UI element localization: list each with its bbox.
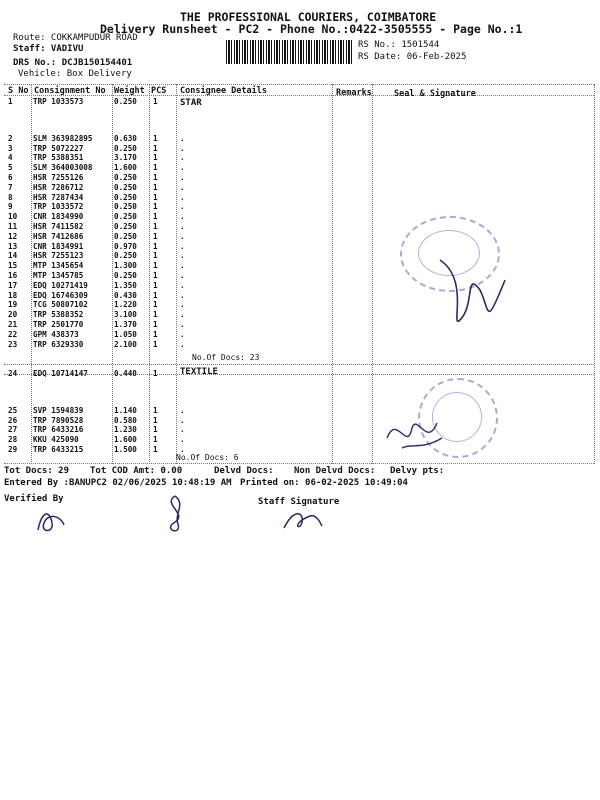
table-cell-sno: 13 (8, 241, 18, 251)
table-cell-wt: 0.250 (114, 202, 137, 212)
table-cell-con: KKU 425090 (33, 435, 79, 445)
total-cod-amount: Tot COD Amt: 0.00 (90, 466, 183, 476)
table-cell-det: . (180, 202, 185, 212)
non-delivered-docs: Non Delvd Docs: (294, 466, 376, 476)
table-cell-wt: 0.250 (114, 182, 137, 192)
table-cell-pcs: 1 (153, 320, 158, 329)
delivered-docs: Delvd Docs: (214, 466, 274, 476)
staff-signature-label: Staff Signature (258, 497, 340, 507)
table-cell-con: HSR 7287434 (33, 192, 84, 202)
table-cell-con: SLM 364003008 (33, 163, 93, 173)
table-cell-sno: 12 (8, 231, 18, 241)
table-cell-det: . (180, 261, 185, 271)
table-cell-sno: 22 (8, 329, 18, 339)
consignee-name: STAR (180, 98, 202, 108)
table-cell-det: . (180, 320, 185, 329)
table-cell-wt: 1.600 (114, 435, 137, 445)
table-cell-wt: 0.250 (114, 212, 137, 222)
table-cell-con: CNR 1834991 (33, 241, 84, 251)
table-cell-wt: 0.430 (114, 290, 137, 300)
table-cell-wt: 0.250 (114, 251, 137, 261)
table-cell-det: . (180, 192, 185, 202)
table-top-border (4, 84, 594, 85)
col-header-seal: Seal & Signature (394, 89, 476, 99)
table-cell-sno: 26 (8, 415, 18, 425)
table-cell-sno: 15 (8, 261, 18, 271)
table-cell-sno: 11 (8, 222, 18, 231)
table-cell-wt: 1.350 (114, 280, 137, 290)
table-cell-det (180, 97, 330, 106)
table-cell-con: TRP 1033573 (33, 97, 84, 106)
table-cell-con: GPM 438373 (33, 329, 79, 339)
group-separator (4, 364, 594, 365)
table-cell-wt: 0.970 (114, 241, 137, 251)
table-cell-det: . (180, 415, 185, 425)
table-cell-pcs: 1 (153, 251, 158, 261)
col-divider (594, 84, 595, 464)
table-cell-pcs: 1 (153, 212, 158, 222)
col-header-pcs: PCS (151, 86, 167, 96)
table-cell-con: HSR 7255123 (33, 251, 84, 261)
table-cell-pcs: 1 (153, 182, 158, 192)
table-cell-con: MTP 1345654 (33, 261, 84, 271)
table-cell-con: TRP 5388351 (33, 153, 84, 163)
table-cell-det: . (180, 310, 185, 320)
verifier-signature (160, 494, 190, 538)
table-cell-wt: 1.220 (114, 300, 137, 310)
table-cell-wt: 1.230 (114, 425, 137, 435)
table-cell-wt: 0.250 (114, 173, 137, 182)
company-name: THE PROFESSIONAL COURIERS, COIMBATORE (180, 10, 437, 24)
table-cell-pcs: 1 (153, 425, 158, 435)
table-cell-sno: 29 (8, 445, 18, 454)
table-cell-sno: 7 (8, 182, 13, 192)
route-label: Route: COKKAMPUDUR ROAD (13, 33, 138, 43)
table-cell-det: . (180, 425, 185, 435)
sheet-title: Delivery Runsheet - PC2 - Phone No.:0422-3505555 - Page No.:1 (100, 22, 523, 36)
table-bottom-border (4, 463, 594, 464)
staff-signature (280, 506, 324, 534)
table-cell-wt: 0.250 (114, 97, 137, 106)
table-cell-con: SVP 1594839 (33, 405, 84, 415)
table-cell-sno: 3 (8, 143, 13, 153)
table-cell-pcs: 1 (153, 153, 158, 163)
consignee-name: TEXTILE (180, 367, 218, 377)
printed-on: Printed on: 06-02-2025 10:49:04 (240, 478, 408, 488)
col-header-consignment: Consignment No (34, 86, 106, 96)
table-cell-wt: 0.630 (114, 133, 137, 143)
table-cell-wt: 0.250 (114, 271, 137, 280)
table-cell-det: . (180, 133, 185, 143)
table-cell-pcs: 1 (153, 445, 158, 454)
table-cell-det: . (180, 173, 185, 182)
table-cell-pcs: 1 (153, 435, 158, 445)
table-cell-sno: 10 (8, 212, 18, 222)
table-cell-det: . (180, 271, 185, 280)
table-cell-sno: 9 (8, 202, 13, 212)
table-cell-con: TRP 6433216 (33, 425, 84, 435)
table-cell-det: . (180, 251, 185, 261)
table-cell-pcs: 1 (153, 271, 158, 280)
table-cell-sno: 5 (8, 163, 13, 173)
table-cell-pcs: 1 (153, 143, 158, 153)
staff-label: Staff: VADIVU (13, 44, 84, 54)
table-cell-pcs: 1 (153, 133, 158, 143)
table-cell-con: TRP 1033572 (33, 202, 84, 212)
table-cell-con: TRP 6329330 (33, 339, 84, 349)
table-cell-wt: 0.250 (114, 192, 137, 202)
table-cell-pcs: 1 (153, 310, 158, 320)
table-cell-pcs: 1 (153, 261, 158, 271)
col-divider (372, 84, 373, 464)
table-cell-det: . (180, 163, 185, 173)
total-docs: Tot Docs: 29 (4, 466, 70, 476)
table-cell-pcs: 1 (153, 173, 158, 182)
table-cell-wt: 1.140 (114, 405, 137, 415)
table-cell-det: . (180, 280, 185, 290)
table-cell-wt: 1.500 (114, 445, 137, 454)
table-cell-sno: 8 (8, 192, 13, 202)
table-cell-det: . (180, 222, 185, 231)
delivery-points: Delvy pts: (390, 466, 445, 476)
table-cell-det: . (180, 405, 185, 415)
table-cell-det: . (180, 182, 185, 192)
table-cell-pcs: 1 (153, 222, 158, 231)
table-cell-sno: 27 (8, 425, 18, 435)
col-header-sno: S No (8, 86, 29, 96)
drs-number: DRS No.: DCJB150154401 (13, 58, 133, 68)
table-cell-con: HSR 7255126 (33, 173, 84, 182)
table-cell-sno: 23 (8, 339, 18, 349)
table-cell-det: . (180, 339, 185, 349)
table-cell-sno: 17 (8, 280, 18, 290)
table-cell-con: EDQ 10714147 (33, 369, 88, 378)
table-cell-con: MTP 1345785 (33, 271, 84, 280)
handwritten-signature (382, 408, 452, 458)
table-cell-con: EDQ 16746309 (33, 290, 88, 300)
table-cell-wt: 3.170 (114, 153, 137, 163)
table-cell-sno: 4 (8, 153, 13, 163)
rs-number: RS No.: 1501544 (358, 40, 440, 50)
table-cell-con: EDQ 10271419 (33, 280, 88, 290)
vehicle-label: Vehicle: Box Delivery (18, 69, 132, 79)
table-cell-sno: 14 (8, 251, 18, 261)
table-cell-con: TRP 2501770 (33, 320, 84, 329)
table-cell-det: . (180, 212, 185, 222)
table-cell-wt: 2.100 (114, 339, 137, 349)
table-cell-wt: 0.440 (114, 369, 137, 378)
table-cell-det: . (180, 329, 185, 339)
table-cell-pcs: 1 (153, 192, 158, 202)
col-divider (176, 84, 177, 464)
group-doc-count: No.Of Docs: 6 (176, 453, 239, 462)
table-cell-wt: 0.250 (114, 231, 137, 241)
table-cell-con: TRP 6433215 (33, 445, 84, 454)
table-cell-pcs: 1 (153, 339, 158, 349)
group-doc-count: No.Of Docs: 23 (192, 353, 260, 362)
verifier-signature (30, 505, 70, 537)
table-cell-pcs: 1 (153, 329, 158, 339)
table-cell-sno: 21 (8, 320, 18, 329)
table-cell-pcs: 1 (153, 163, 158, 173)
table-cell-det: . (180, 231, 185, 241)
table-cell-pcs: 1 (153, 415, 158, 425)
table-cell-pcs: 1 (153, 300, 158, 310)
table-cell-wt: 0.580 (114, 415, 137, 425)
col-divider (332, 84, 333, 464)
table-cell-wt: 1.600 (114, 163, 137, 173)
table-cell-pcs: 1 (153, 97, 158, 106)
table-cell-det: . (180, 241, 185, 251)
table-cell-det: . (180, 290, 185, 300)
table-cell-pcs: 1 (153, 405, 158, 415)
table-cell-con: TCG 50807102 (33, 300, 88, 310)
table-cell-wt: 3.100 (114, 310, 137, 320)
table-cell-pcs: 1 (153, 241, 158, 251)
table-cell-sno: 24 (8, 369, 18, 378)
table-cell-pcs: 1 (153, 369, 158, 378)
table-cell-con: HSR 7411582 (33, 222, 84, 231)
table-cell-sno: 18 (8, 290, 18, 300)
table-cell-pcs: 1 (153, 290, 158, 300)
table-cell-sno: 2 (8, 133, 13, 143)
table-cell-pcs: 1 (153, 231, 158, 241)
table-cell-wt: 1.050 (114, 329, 137, 339)
table-cell-sno: 25 (8, 405, 18, 415)
table-cell-det: . (180, 143, 185, 153)
table-cell-sno: 19 (8, 300, 18, 310)
table-cell-sno: 6 (8, 173, 13, 182)
table-cell-con: TRP 7890528 (33, 415, 84, 425)
col-header-remarks: Remarks (336, 88, 372, 98)
table-cell-sno: 16 (8, 271, 18, 280)
rs-date: RS Date: 06-Feb-2025 (358, 52, 467, 62)
barcode-image (226, 40, 353, 64)
table-cell-wt: 0.250 (114, 222, 137, 231)
col-header-details: Consignee Details (180, 86, 267, 96)
verified-by-label: Verified By (4, 494, 64, 504)
table-cell-con: HSR 7286712 (33, 182, 84, 192)
table-cell-det: . (180, 300, 185, 310)
table-cell-det: . (180, 153, 185, 163)
table-cell-wt: 1.300 (114, 261, 137, 271)
table-cell-det: . (180, 445, 185, 454)
table-cell-pcs: 1 (153, 280, 158, 290)
col-header-weight: Weight (114, 86, 145, 96)
table-cell-wt: 1.370 (114, 320, 137, 329)
table-cell-sno: 28 (8, 435, 18, 445)
entered-by: Entered By :BANUPC2 02/06/2025 10:48:19 AM (4, 478, 232, 488)
table-cell-wt: 0.250 (114, 143, 137, 153)
table-cell-det: . (180, 435, 185, 445)
table-cell-con: CNR 1834990 (33, 212, 84, 222)
table-cell-sno: 20 (8, 310, 18, 320)
table-cell-con: TRP 5072227 (33, 143, 84, 153)
table-cell-con: TRP 5388352 (33, 310, 84, 320)
handwritten-signature (430, 250, 510, 340)
table-cell-sno: 1 (8, 97, 13, 106)
table-cell-pcs: 1 (153, 202, 158, 212)
table-cell-con: SLM 363982895 (33, 133, 93, 143)
table-cell-con: HSR 7412686 (33, 231, 84, 241)
